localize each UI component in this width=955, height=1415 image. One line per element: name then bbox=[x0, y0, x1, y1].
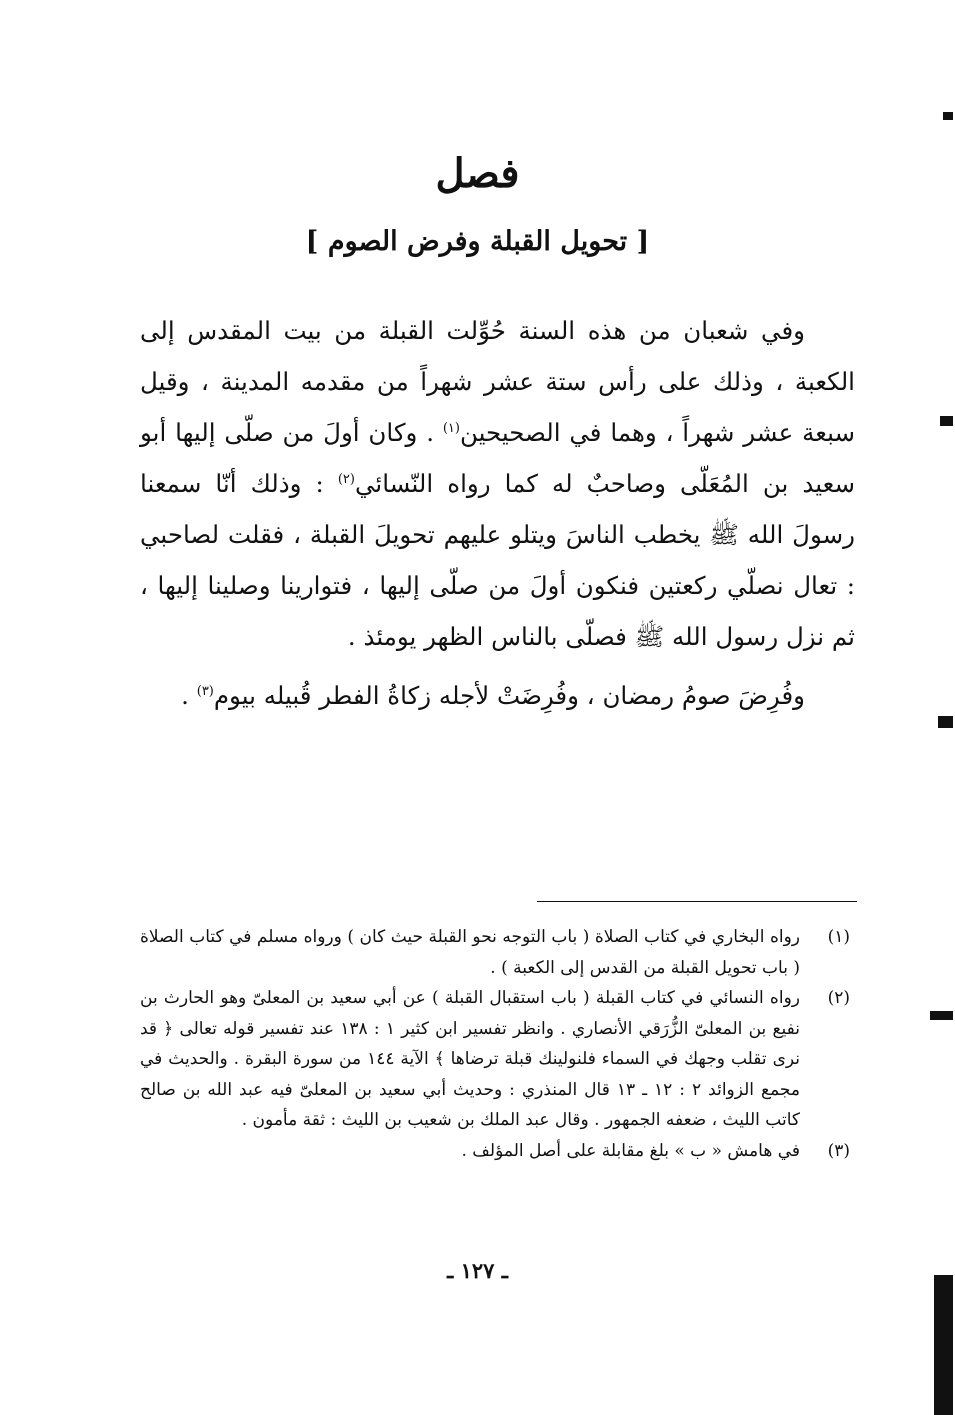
page-number: ـ ١٢٧ ـ bbox=[447, 1258, 508, 1283]
footnote-text: في هامش « ب » بلغ مقابلة على أصل المؤلف . bbox=[461, 1140, 800, 1161]
scan-edge-mark bbox=[943, 112, 953, 120]
footnote-1 bbox=[140, 922, 850, 983]
paragraph-qibla-text-c: : وذلك أنّا سمعنا رسولَ الله ﷺ يخطب الناسَ ويتلو عليهم تحويلَ القبلة ، فقلت لصاحبي : تعال نصلّي ركعتين فنكون أولَ من صلّى إليها ، فتوارينا وصلينا إليها ، ثم نزل رسول الله ﷺ فصلّى بالناس الظهر يومئذ . bbox=[140, 469, 855, 651]
paragraph-qibla-text-b: . وكان أولَ من صلّى إليها أبو سعيد بن المُعَلّى وصاحبٌ له كما رواه النّسائي bbox=[140, 418, 855, 498]
scan-edge-mark bbox=[934, 1275, 953, 1415]
footnote-2 bbox=[140, 983, 850, 1136]
paragraph-fasting bbox=[140, 670, 855, 721]
scan-edge-mark bbox=[930, 1011, 953, 1020]
footnotes bbox=[140, 922, 850, 1166]
paragraph-fasting-text-a: وفُرِضَ صومُ رمضان ، وفُرِضَتْ لأجله زكاةُ الفطر قُبيله بيوم bbox=[213, 681, 805, 710]
footnote-ref-1[interactable]: (١) bbox=[442, 420, 460, 436]
footnote-number: (٢) bbox=[827, 988, 850, 1008]
body-text bbox=[140, 305, 855, 721]
footnote-text: رواه النسائي في كتاب القبلة ( باب استقبال القبلة ) عن أبي سعيد بن المعلىّ وهو الحارث بن نفيع بن المعلىّ الزُّرَقي الأنصاري . وانظر تفسير ابن كثير ١ : ١٣٨ عند تفسير قوله تعالى ﴿ قد نرى تقلب وجهك في السماء فلنولينك قبلة ترضاها ﴾ الآية ١٤٤ من سورة البقرة . والحديث في مجمع الزوائد ٢ : ١٢ ـ ١٣ قال المنذري : وحديث أبي سعيد بن المعلىّ فيه عبد الله بن صالح كاتب الليث ، ضعفه الجمهور . وقال عبد الملك بن شعيب بن الليث : ثقة مأمون . bbox=[140, 988, 800, 1130]
chapter-title: فصل bbox=[435, 150, 520, 197]
scan-edge-mark bbox=[940, 416, 953, 426]
footnote-number: (٣) bbox=[827, 1140, 850, 1161]
footnote-ref-3[interactable]: (٣) bbox=[196, 683, 214, 699]
paragraph-qibla bbox=[140, 305, 855, 662]
scan-edge-mark bbox=[938, 716, 953, 728]
footnote-text: رواه البخاري في كتاب الصلاة ( باب التوجه نحو القبلة حيث كان ) ورواه مسلم في كتاب الصلاة ( باب تحويل القبلة من القدس إلى الكعبة ) . bbox=[140, 927, 800, 978]
chapter-subtitle: [ تحويل القبلة وفرض الصوم ] bbox=[305, 226, 650, 257]
paragraph-qibla-text-a: وفي شعبان من هذه السنة حُوِّلت القبلة من بيت المقدس إلى الكعبة ، وذلك على رأس ستة عشر شهراً من مقدمه المدينة ، وقيل سبعة عشر شهراً ، وهما في الصحيحين bbox=[140, 316, 855, 447]
footnote-ref-2[interactable]: (٢) bbox=[337, 471, 355, 487]
paragraph-fasting-text-b: . bbox=[181, 681, 197, 710]
footnote-divider bbox=[537, 901, 857, 902]
footnote-number: (١) bbox=[827, 927, 850, 947]
footnote-3 bbox=[140, 1136, 850, 1167]
